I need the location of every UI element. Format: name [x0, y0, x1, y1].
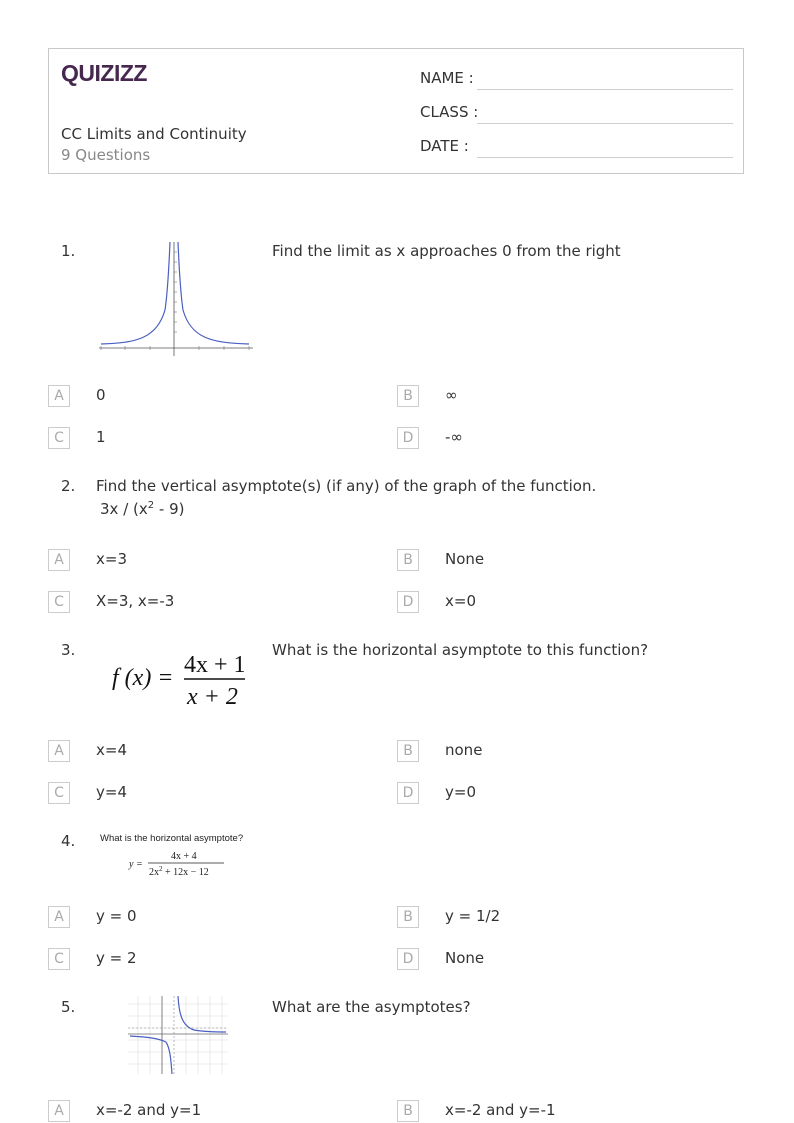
question-text: Find the vertical asymptote(s) (if any) of the graph of the function.: [96, 477, 597, 495]
name-line[interactable]: [477, 89, 733, 90]
option-letter[interactable]: B: [397, 549, 419, 571]
svg-text:f (x) =: f (x) =: [112, 665, 174, 691]
option-text: none: [445, 741, 483, 759]
class-label: CLASS :: [420, 103, 479, 121]
option-letter[interactable]: A: [48, 549, 70, 571]
date-line[interactable]: [477, 157, 733, 158]
svg-text:4x + 1: 4x + 1: [184, 652, 246, 678]
svg-text:2x2 + 12x − 12: $2x^2 + 12x - 12$: [149, 865, 209, 878]
option-letter[interactable]: C: [48, 427, 70, 449]
option-text: x=-2 and y=-1: [445, 1101, 556, 1119]
option-text: ∞: [445, 386, 458, 404]
option-text: y = 2: [96, 949, 137, 967]
option-letter[interactable]: C: [48, 782, 70, 804]
option-text: 0: [96, 386, 106, 404]
option-letter[interactable]: D: [397, 948, 419, 970]
option-text: x=-2 and y=1: [96, 1101, 202, 1119]
option-text: None: [445, 949, 485, 967]
option-letter[interactable]: A: [48, 385, 70, 407]
svg-text:4x + 4: 4x + 4: [171, 851, 197, 862]
option-text: x=3: [96, 550, 127, 568]
option-text: None: [445, 550, 485, 568]
option-letter[interactable]: A: [48, 740, 70, 762]
svg-text:QUIZIZZ: QUIZIZZ: [61, 60, 147, 86]
option-text: x=4: [96, 741, 127, 759]
option-letter[interactable]: D: [397, 427, 419, 449]
option-letter[interactable]: D: [397, 782, 419, 804]
option-text: y=4: [96, 783, 127, 801]
question-text: Find the limit as x approaches 0 from the right: [272, 242, 621, 260]
date-field[interactable]: [420, 137, 469, 155]
option-text: -∞: [445, 428, 463, 446]
question-4-image: [98, 828, 258, 884]
name-label: NAME :: [420, 69, 474, 87]
option-letter[interactable]: B: [397, 906, 419, 928]
class-field[interactable]: [420, 103, 478, 121]
class-line[interactable]: [477, 123, 733, 124]
question-number: 3.: [61, 641, 76, 659]
option-letter[interactable]: C: [48, 948, 70, 970]
option-letter[interactable]: B: [397, 740, 419, 762]
option-text: x=0: [445, 592, 476, 610]
option-letter[interactable]: A: [48, 906, 70, 928]
option-letter[interactable]: D: [397, 591, 419, 613]
question-number: 5.: [61, 998, 76, 1016]
question-text: What are the asymptotes?: [272, 998, 471, 1016]
question-count: 9 Questions: [61, 146, 151, 164]
option-letter[interactable]: B: [397, 385, 419, 407]
date-label: DATE :: [420, 137, 469, 155]
option-text: X=3, x=-3: [96, 592, 175, 610]
question-number: 4.: [61, 832, 76, 850]
question-3-formula: [108, 648, 253, 714]
question-number: 1.: [61, 242, 76, 260]
option-text: y=0: [445, 783, 476, 801]
option-text: 1: [96, 428, 106, 446]
option-letter[interactable]: A: [48, 1100, 70, 1122]
question-number: 2.: [61, 477, 76, 495]
svg-text:What is the horizontal asympto: What is the horizontal asymptote?: [100, 833, 244, 844]
option-text: y = 0: [96, 907, 137, 925]
option-text: y = 1/2: [445, 907, 501, 925]
question-expression: $3x / (x^2 - 9)$: [100, 500, 185, 518]
worksheet-title: CC Limits and Continuity: [61, 125, 247, 143]
option-letter[interactable]: C: [48, 591, 70, 613]
svg-text:x + 2: x + 2: [187, 684, 238, 710]
worksheet-header: [48, 48, 744, 174]
svg-text:y =: y =: [129, 859, 143, 870]
name-field[interactable]: [420, 69, 474, 87]
quizizz-logo: [61, 59, 156, 93]
question-1-graph: [97, 240, 255, 362]
question-text: What is the horizontal asymptote to this function?: [272, 641, 649, 659]
option-letter[interactable]: B: [397, 1100, 419, 1122]
question-5-graph: [126, 994, 230, 1080]
